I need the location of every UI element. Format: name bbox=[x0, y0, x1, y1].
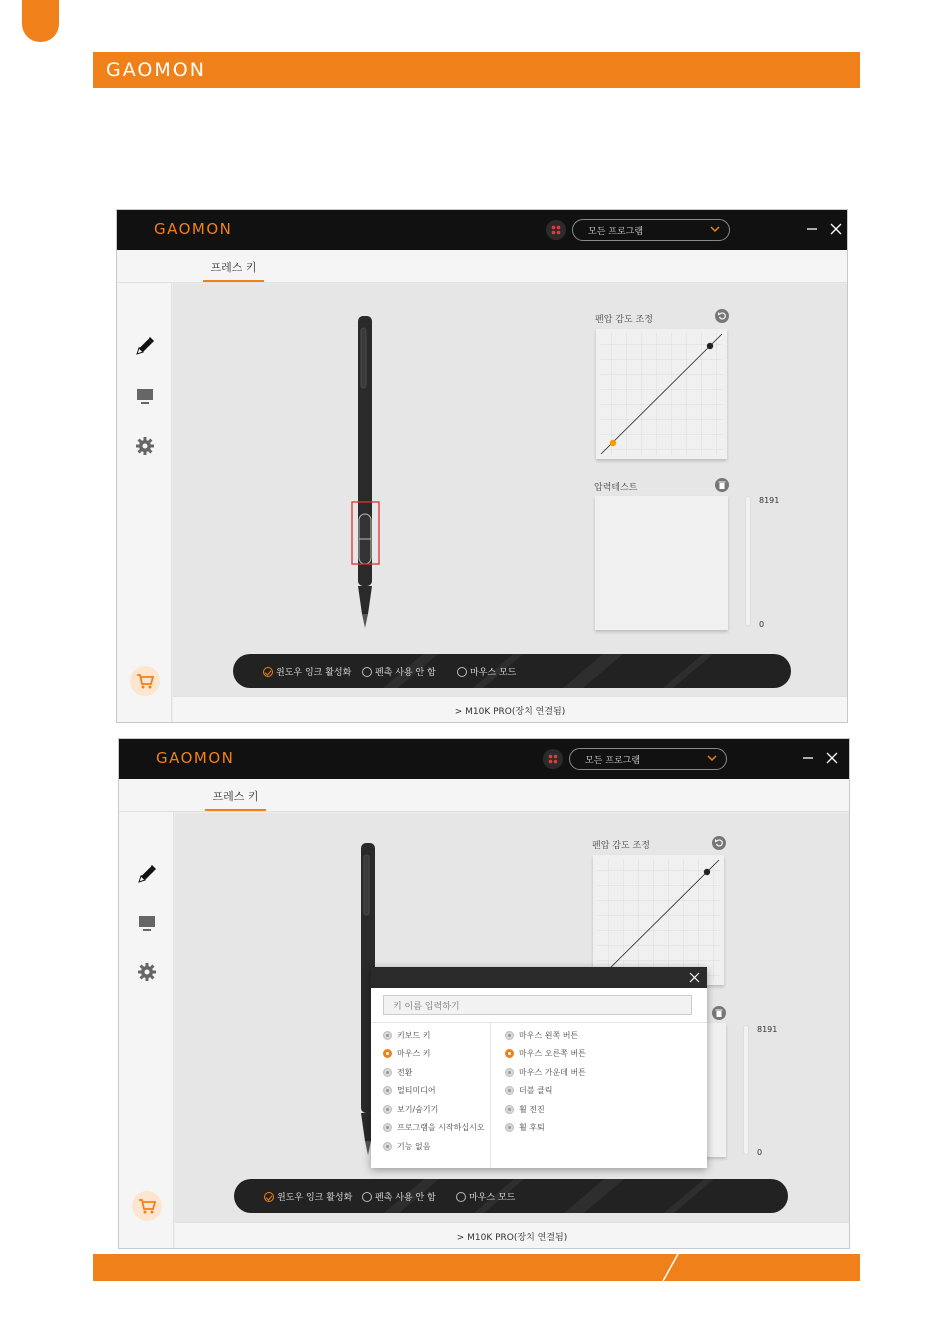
reset-button[interactable] bbox=[712, 836, 726, 850]
mouse-option-list bbox=[505, 1026, 586, 1137]
device-status: M10K PRO(장치 연결됨) bbox=[467, 1233, 568, 1243]
monitor-icon[interactable] bbox=[134, 385, 156, 407]
device-status: M10K PRO(장치 연결됨) bbox=[465, 707, 566, 717]
mode-label: 윈도우 잉크 활성화 bbox=[276, 668, 352, 678]
mode-disable-pen-tip[interactable] bbox=[362, 1190, 436, 1203]
category-label: 전환 bbox=[397, 1067, 413, 1077]
program-select[interactable] bbox=[572, 219, 730, 241]
mode-disable-pen-tip[interactable] bbox=[362, 665, 436, 678]
titlebar bbox=[119, 739, 849, 779]
category-no-function[interactable] bbox=[383, 1137, 485, 1156]
close-icon[interactable] bbox=[829, 222, 843, 236]
pressure-min: 0 bbox=[759, 620, 765, 629]
gear-icon[interactable] bbox=[134, 435, 156, 457]
curve-handle-top bbox=[707, 343, 713, 349]
minimize-icon[interactable] bbox=[805, 222, 819, 236]
radio[interactable] bbox=[383, 1086, 392, 1095]
category-label: 프로그램을 시작하십시오 bbox=[397, 1123, 485, 1133]
mode-bar bbox=[234, 1179, 788, 1213]
tab-press-key[interactable]: 프레스 키 bbox=[203, 259, 264, 282]
curve-title: 펜압 감도 조정 bbox=[595, 315, 653, 325]
pressure-test-area[interactable] bbox=[595, 496, 728, 630]
close-icon[interactable] bbox=[689, 972, 700, 983]
mode-windows-ink[interactable] bbox=[264, 1190, 352, 1203]
option-double-click[interactable] bbox=[505, 1082, 586, 1101]
cart-icon bbox=[138, 1197, 156, 1215]
mode-label: 마우스 모드 bbox=[469, 1193, 516, 1203]
trash-icon bbox=[714, 1008, 724, 1018]
option-middle-button[interactable] bbox=[505, 1063, 586, 1082]
checkbox[interactable] bbox=[263, 667, 273, 677]
checkbox[interactable] bbox=[457, 667, 467, 677]
category-label: 보기/숨기기 bbox=[397, 1104, 439, 1114]
option-wheel-forward[interactable] bbox=[505, 1100, 586, 1119]
option-label: 마우스 가운데 버튼 bbox=[519, 1067, 586, 1077]
pressure-curve[interactable] bbox=[593, 855, 724, 985]
category-multimedia[interactable] bbox=[383, 1082, 485, 1101]
statusbar[interactable] bbox=[173, 696, 847, 722]
option-label: 휠 후퇴 bbox=[519, 1123, 545, 1133]
reset-icon bbox=[717, 311, 727, 321]
option-label: 마우스 왼쪽 버튼 bbox=[519, 1030, 579, 1040]
cart-button[interactable] bbox=[130, 666, 160, 696]
reset-icon bbox=[714, 838, 724, 848]
pressure-min: 0 bbox=[757, 1148, 763, 1157]
minimize-icon[interactable] bbox=[801, 751, 815, 765]
category-keyboard-key[interactable] bbox=[383, 1026, 485, 1045]
category-launch-program[interactable] bbox=[383, 1119, 485, 1138]
app-logo: GAOMON bbox=[154, 220, 233, 238]
top-banner bbox=[93, 52, 860, 88]
chevron-right-icon: > bbox=[454, 707, 466, 717]
program-select-value: 모든 프로그램 bbox=[585, 756, 641, 766]
dialog-header bbox=[371, 967, 707, 988]
stylus-image bbox=[350, 314, 380, 629]
content-area bbox=[175, 813, 849, 1222]
category-mouse-key[interactable] bbox=[383, 1045, 485, 1064]
checkbox[interactable] bbox=[362, 667, 372, 677]
radio[interactable] bbox=[383, 1068, 392, 1077]
reset-button[interactable] bbox=[715, 309, 729, 323]
pressure-curve[interactable] bbox=[596, 329, 727, 459]
category-show-hide[interactable] bbox=[383, 1100, 485, 1119]
driver-window-2 bbox=[118, 738, 850, 1249]
mode-label: 펜촉 사용 안 함 bbox=[375, 668, 436, 678]
mode-label: 펜촉 사용 안 함 bbox=[375, 1193, 436, 1203]
checkbox[interactable] bbox=[264, 1192, 274, 1202]
mode-label: 마우스 모드 bbox=[470, 668, 517, 678]
category-label: 마우스 키 bbox=[397, 1049, 431, 1059]
radio[interactable] bbox=[505, 1068, 514, 1077]
app-grid-icon[interactable] bbox=[543, 749, 563, 769]
radio[interactable] bbox=[383, 1105, 392, 1114]
radio[interactable] bbox=[383, 1142, 392, 1151]
program-select[interactable] bbox=[569, 748, 727, 770]
radio[interactable] bbox=[383, 1049, 392, 1058]
gear-icon[interactable] bbox=[136, 961, 158, 983]
radio[interactable] bbox=[505, 1049, 514, 1058]
sidebar bbox=[119, 779, 174, 1248]
option-label: 휠 전진 bbox=[519, 1104, 545, 1114]
checkbox[interactable] bbox=[456, 1192, 466, 1202]
key-name-input[interactable] bbox=[383, 995, 692, 1015]
tab-press-key[interactable]: 프레스 키 bbox=[205, 788, 266, 811]
sidebar bbox=[117, 250, 172, 722]
option-left-button[interactable] bbox=[505, 1026, 586, 1045]
radio[interactable] bbox=[505, 1086, 514, 1095]
bottom-banner bbox=[93, 1254, 860, 1281]
mode-windows-ink[interactable] bbox=[263, 665, 351, 678]
page-tab-marker bbox=[22, 0, 59, 42]
option-right-button[interactable] bbox=[505, 1045, 586, 1064]
curve-title: 펜압 감도 조정 bbox=[592, 841, 650, 851]
radio[interactable] bbox=[505, 1123, 514, 1132]
option-wheel-back[interactable] bbox=[505, 1119, 586, 1138]
option-label: 마우스 오른쪽 버튼 bbox=[519, 1049, 586, 1059]
key-mapping-dialog bbox=[371, 967, 707, 1168]
radio[interactable] bbox=[505, 1031, 514, 1040]
cart-button[interactable] bbox=[132, 1191, 162, 1221]
option-label: 더블 클릭 bbox=[519, 1086, 553, 1096]
close-icon[interactable] bbox=[825, 751, 839, 765]
clear-button[interactable] bbox=[712, 1006, 726, 1020]
pen-icon[interactable] bbox=[134, 335, 156, 357]
app-grid-icon[interactable] bbox=[546, 220, 566, 240]
checkbox[interactable] bbox=[362, 1192, 372, 1202]
pressure-level-bar bbox=[743, 1025, 749, 1155]
divider bbox=[371, 1022, 707, 1023]
pressure-max: 8191 bbox=[759, 496, 780, 505]
test-title: 압력테스트 bbox=[594, 483, 638, 493]
cart-icon bbox=[136, 672, 154, 690]
mode-bar bbox=[233, 654, 791, 688]
radio[interactable] bbox=[383, 1031, 392, 1040]
tabbar bbox=[117, 250, 847, 283]
banner-logo: GAOMON bbox=[106, 59, 206, 81]
category-switch[interactable] bbox=[383, 1063, 485, 1082]
pen-icon[interactable] bbox=[136, 863, 158, 885]
radio[interactable] bbox=[383, 1123, 392, 1132]
chevron-down-icon bbox=[706, 752, 718, 764]
category-list bbox=[383, 1026, 485, 1156]
trash-icon bbox=[717, 480, 727, 490]
clear-button[interactable] bbox=[715, 478, 729, 492]
category-label: 멀티미디어 bbox=[397, 1086, 436, 1096]
monitor-icon[interactable] bbox=[136, 912, 158, 934]
tabbar bbox=[119, 779, 849, 812]
curve-handle-top bbox=[704, 869, 710, 875]
mode-label: 윈도우 잉크 활성화 bbox=[277, 1193, 353, 1203]
curve-handle-bottom bbox=[610, 440, 616, 446]
driver-window-1 bbox=[116, 209, 848, 723]
titlebar bbox=[117, 210, 847, 250]
category-label: 키보드 키 bbox=[397, 1030, 431, 1040]
program-select-value: 모든 프로그램 bbox=[588, 227, 644, 237]
mode-mouse[interactable] bbox=[456, 1190, 515, 1203]
radio[interactable] bbox=[505, 1105, 514, 1114]
content-area bbox=[173, 284, 847, 696]
chevron-right-icon: > bbox=[456, 1233, 468, 1243]
mode-mouse[interactable] bbox=[457, 665, 516, 678]
divider bbox=[490, 1023, 491, 1168]
category-label: 기능 없음 bbox=[397, 1141, 431, 1151]
statusbar[interactable] bbox=[175, 1222, 849, 1248]
pressure-max: 8191 bbox=[757, 1025, 778, 1034]
pressure-level-bar bbox=[745, 496, 751, 626]
chevron-down-icon bbox=[709, 223, 721, 235]
app-logo: GAOMON bbox=[156, 749, 235, 767]
